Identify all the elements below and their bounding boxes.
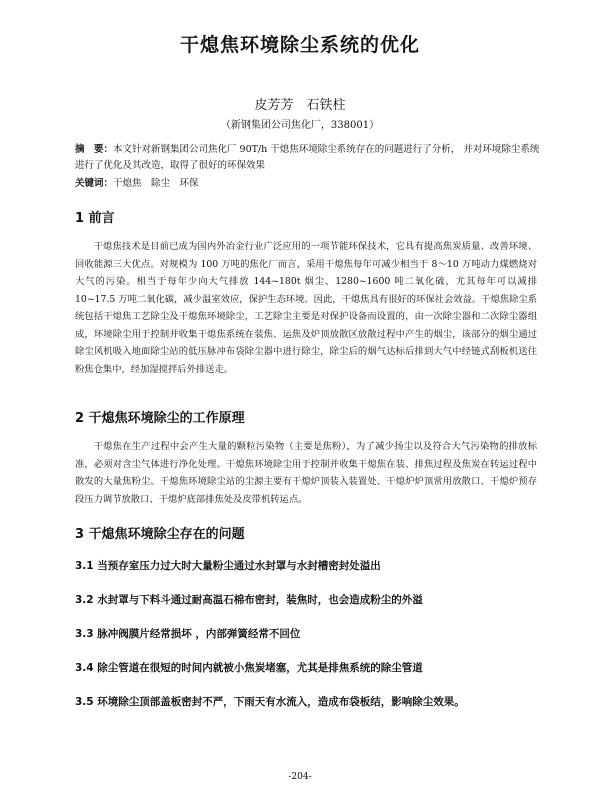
problem-item: 3.2 水封罩与下料斗通过耐高温石棉布密封，装焦时，也会造成粉尘的外溢 <box>75 594 423 606</box>
section-1-paragraph: 干熄焦技术是目前已成为国内外冶金行业广泛应用的一项节能环保技术，它具有提高焦炭质量、改善环境、回收能源三大优点。对规模为 100 万吨的焦化厂而言，采用干熄焦每年可减少相当于 8～10 万吨动力煤燃烧对大气的污染。相当于每年少向大气排放 144~180t 烟尘、1280~1600 吨二氧化硫，尤其每年可以减排 10~17.5 万吨二氧化碳，减少温室效应，保护生态环境。因此，干熄焦具有很好的环保社会效益。干熄焦除尘系统包括干熄焦工艺除尘及干熄焦环境除尘，工艺除尘主要是对保护设备而设置的，由一次除尘器和二次除尘器组成，环境除尘用于控制并收集干熄焦系统在装焦、运焦及炉顶放散区放散过程中产生的烟尘，该部分的烟尘通过除尘风机吸入地面除尘站的低压脉冲布袋除尘器中进行除尘，除尘后的烟气达标后排到大气中经链式刮板机送往粉焦仓集中，经加湿搅拌后外排送走。 <box>75 241 537 375</box>
problem-item: 3.5 环境除尘顶部盖板密封不严，下雨天有水流入，造成布袋板结，影响除尘效果。 <box>75 696 465 708</box>
page-number: -204- <box>288 772 312 782</box>
paper-affiliation: （新钢集团公司焦化厂，338001） <box>220 120 380 131</box>
problem-item: 3.1 当预存室压力过大时大量粉尘通过水封罩与水封槽密封处溢出 <box>75 560 381 572</box>
keywords-label: 关键词： <box>75 178 114 189</box>
problem-item: 3.3 脉冲阀膜片经常损坏 ，内部弹簧经常不回位 <box>75 628 301 640</box>
paper-title: 干熄焦环境除尘系统的优化 <box>179 34 420 56</box>
section-heading-1: 1 前言 <box>75 211 115 226</box>
section-heading-3: 3 干熄焦环境除尘存在的问题 <box>75 527 245 542</box>
section-heading-2: 2 干熄焦环境除尘的工作原理 <box>75 411 245 426</box>
abstract-text: 本文针对新钢集团公司焦化厂 90T/h 干熄焦环境除尘系统存在的问题进行了分析， 并对环境除尘系统进行了优化及其改造，取得了很好的环保效果 <box>75 144 540 171</box>
abstract <box>75 142 545 174</box>
abstract-label: 摘 要： <box>75 144 114 155</box>
section-2-paragraph: 干熄焦在生产过程中会产生大量的颗粒污染物（主要是焦粉），为了减少扬尘以及符合大气污染物的排放标准，必须对含尘气体进行净化处理。干熄焦环境除尘用于控制并收集干熄焦在装、排焦过程及焦炭在转运过程中散发的大量焦粉尘。干熄焦环境除尘站的尘源主要有干熄炉顶装入装置处、干熄炉炉顶常用放散口、干熄炉预存段压力调节放散口、干熄炉底部排焦处及皮带机转运点。 <box>75 441 537 505</box>
problem-item: 3.4 除尘管道在很短的时间内就被小焦炭堵塞，尤其是排焦系统的除尘管道 <box>75 662 423 674</box>
paper-authors: 皮芳芳 石铁柱 <box>254 98 346 113</box>
keywords-text: 干熄焦 除尘 环保 <box>113 178 199 189</box>
keywords <box>75 176 545 192</box>
